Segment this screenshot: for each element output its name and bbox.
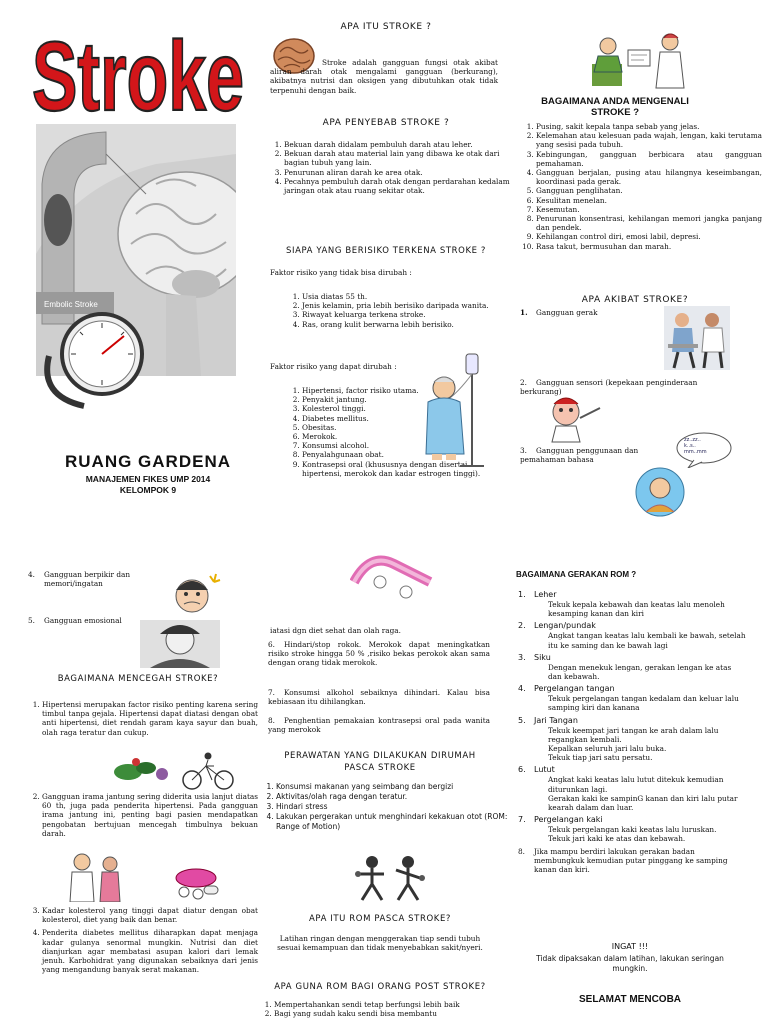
closing-text: SELAMAT MENCOBA (578, 994, 682, 1005)
embolic-stroke-label: Embolic Stroke (44, 300, 98, 309)
col1b-item-text: Gangguan emosional (44, 616, 122, 625)
mencegah-heading: BAGAIMANA MENCEGAH STROKE? (57, 674, 219, 684)
apa-itu-heading: APA ITU STROKE ? (340, 22, 432, 32)
penyebab-list (266, 140, 516, 195)
mod-risk-item: 2. Penyakit jantung. (302, 395, 492, 404)
col2b-item-text: Penghentian pemakaian kontrasepsi oral pada wanita yang merokok (268, 716, 490, 735)
fixed-risk-item: 4. Ras, orang kulit berwarna lebih berisiko. (302, 320, 502, 329)
gait-walker-illustration (664, 306, 730, 370)
apa-itu-text: Stroke adalah gangguan fungsi otak akibat aliran darah otak mengalami gangguan (berkurang), akibatnya nutrisi dan oksigen yang dibutuhkan otak tidak terpenuhi dengan baik. (270, 58, 498, 95)
mencegah-list-c (24, 906, 258, 974)
akibat-item-3: 3. Gangguan penggunaan dan pemahaman bahasa (520, 446, 639, 465)
ingat-title: INGAT !!! (611, 942, 649, 951)
thinking-person-illustration (164, 572, 222, 620)
person-confused-illustration (632, 466, 690, 522)
doctor-checkup-illustration (66, 852, 126, 902)
mengenali-item: 8. Penurunan konsentrasi, kehilangan memori jangka panjang dan pendek. (536, 214, 762, 232)
mod-risk-item: 9. Kontrasepsi oral (khususnya dengan disertai hipertensi, merokok dan kadar estrogen tinggi). (302, 460, 482, 478)
akibat-item-1: 1. Gangguan gerak (520, 308, 598, 317)
mod-risk-item: 5. Obesitas. (302, 423, 492, 432)
penyebab-heading: APA PENYEBAB STROKE ? (322, 118, 450, 128)
col2b-num: 8. (268, 716, 275, 725)
perawatan-item: 1. Konsumsi makanan yang seimbang dan bergizi (276, 782, 512, 792)
penyebab-item: 4. Pecahnya pembuluh darah otak dengan perdarahan kedalam jaringan otak atau ruang sekitar otak. (284, 177, 516, 195)
perawatan-heading: PERAWATAN YANG DILAKUKAN DIRUMAH PASCA STROKE (284, 751, 476, 773)
mencegah-item: 3. Kadar kolesterol yang tinggi dapat diatur dengan obat kolesterol, diet yang baik dan benar. (42, 906, 258, 924)
fixed-risk-item: 3. Riwayat keluarga terkena stroke. (302, 310, 502, 319)
mod-risk-item: 1. Hipertensi, factor risiko utama. (302, 386, 492, 395)
perawatan-list (262, 782, 512, 832)
mod-risk-item: 4. Diabetes mellitus. (302, 414, 492, 423)
gerakan-item: 6. Lutut Angkat kaki keatas lalu lutut ditekuk kemudian diturunkan lagi. Gerakan kaki ke sampinG kanan dan kiri lalu putar kearah dalam dan luar. (518, 765, 738, 813)
cyclist-illustration (182, 752, 234, 790)
mengenali-item: 7. Kesemutan. (536, 205, 762, 214)
ingat-text: Tidak dipaksakan dalam latihan, lakukan seringan mungkin. (536, 954, 724, 973)
mengenali-heading: BAGAIMANA ANDA MENGENALI STROKE ? (541, 96, 689, 118)
fixed-risk-item: 1. Usia diatas 55 th. (302, 292, 502, 301)
akibat-num: 1. (520, 308, 528, 317)
org-name: RUANG GARDENA (65, 452, 231, 471)
gerakan-item: 4. Pergelangan tangan Tekuk pergelangan tangan kedalam dan keluar lalu samping kiri dan kanana (518, 684, 739, 713)
akibat-item-2: 2. Gangguan sensori (kepekaan penginderaan berkurang) (520, 378, 698, 397)
akibat-heading: APA AKIBAT STROKE? (581, 295, 689, 305)
mengenali-item: 1. Pusing, sakit kepala tanpa sebab yang jelas. (536, 122, 762, 131)
vegetables-illustration (112, 752, 176, 788)
mencegah-item: 2. Gangguan irama jantung sering diderita usia lanjut diatas 60 th, juga pada penderita hipertensi. Pada gangguan irama jantung ini, penting bagi pasien mendapatkan pengobatan bertujuan mencegah timbulnya bekuan darah. (42, 792, 258, 838)
sensory-disorder-illustration (540, 394, 604, 444)
gerakan-list (518, 590, 746, 874)
sphygmomanometer-icon (44, 306, 154, 416)
rom-heading: APA ITU ROM PASCA STROKE? (308, 914, 452, 924)
col2b-num: 6. (268, 640, 275, 649)
emotional-person-illustration (140, 620, 220, 668)
gerakan-item-8: 8. Jika mampu berdiri lakukan gerakan badan membungkuk kemudian putar pinggang ke samping kanan dan kiri. (518, 846, 728, 875)
col1b-item-text: Gangguan berpikir dan memori/ingatan (44, 570, 131, 589)
cover-title: Stroke (32, 21, 244, 124)
col2b-item-6 (268, 640, 490, 668)
perawatan-item: 2. Aktivitas/olah raga dengan teratur. (276, 792, 512, 802)
col2b-item-text: Hindari/stop rokok. Merokok dapat meningkatkan risiko stroke hingga 50 % ,risiko bekas perokok akan sama dengan orang tidak merokok. (268, 640, 490, 668)
org-line2: KELOMPOK 9 (119, 485, 177, 495)
perawatan-item: 4. Lakukan pergerakan untuk menghindari kekakuan otot (ROM: Range of Motion) (276, 812, 512, 832)
fixed-risk-item: 2. Jenis kelamin, pria lebih berisiko daripada wanita. (302, 301, 502, 310)
mencegah-list-b (24, 792, 258, 838)
org-line1: MANAJEMEN FIKES UMP 2014 (85, 474, 211, 484)
mod-risk-item: 7. Konsumsi alcohol. (302, 441, 492, 450)
pills-illustration (172, 860, 220, 900)
mengenali-item: 9. Kehilangan control diri, emosi labil, depresi. (536, 232, 762, 241)
col1b-item-5 (28, 616, 158, 625)
mod-risk-item: 3. Kolesterol tinggi. (302, 404, 492, 413)
col1b-num: 4. (28, 570, 35, 579)
guna-item: 2. Bagi yang sudah kaku sendi bisa membantu (274, 1009, 510, 1018)
mod-risk-item: 6. Merokok. (302, 432, 492, 441)
gerakan-item: 1. Leher Tekuk kepala kebawah dan keatas lalu menoleh kesamping kanan dan kiri (518, 590, 725, 619)
guna-item: 1. Mempertahankan sendi tetap berfungsi lebih baik (274, 1000, 510, 1009)
col2b-num: 7. (268, 688, 275, 697)
penyebab-item: 1. Bekuan darah didalam pembuluh darah atau leher. (284, 140, 516, 149)
guna-list (260, 1000, 510, 1018)
speech-bubble-text: zz..zz.. k..s.. mm..mm (684, 437, 707, 455)
akibat-num: 2. (520, 378, 527, 387)
mencegah-list-a (24, 700, 258, 737)
elderly-patient-iv-illustration (420, 350, 490, 470)
mod-risk-label: Faktor risiko yang dapat dirubah : (270, 362, 397, 371)
penyebab-item: 2. Bekuan darah atau material lain yang dibawa ke otak dari bagian tubuh yang lain. (284, 149, 516, 167)
mencegah-item: 4. Penderita diabetes mellitus diharapkan dapat menjaga kadar gulanya senormal mungkin. Nutrisi dan diet dianjurkan agar membatasi asupan kalori dari lemak jenuh. Karbohidrat yang digunakan sebaiknya dari jenis yang mengandung banyak serat makanan. (42, 928, 258, 974)
mengenali-item: 6. Kesulitan menelan. (536, 196, 762, 205)
mengenali-list (518, 122, 762, 251)
mengenali-item: 2. Kelemahan atau kelesuan pada wajah, lengan, kaki terutama yang sesisi pada tubuh. (536, 131, 762, 149)
berisiko-heading: SIAPA YANG BERISIKO TERKENA STROKE ? (285, 246, 487, 256)
akibat-num: 3. (520, 446, 527, 455)
gerakan-item: 3. Siku Dengan menekuk lengan, gerakan lengan ke atas dan kebawah. (518, 652, 732, 682)
mengenali-item: 3. Kebingungan, gangguan berbicara atau gangguan pemahaman. (536, 150, 762, 168)
gerakan-item: 2. Lengan/pundak Angkat tangan keatas lalu kembali ke bawah, setelah itu ke saming dan ke bawah lagi (518, 621, 746, 650)
mod-risk-item: 8. Penyalahgunaan obat. (302, 450, 492, 459)
mengenali-item: 4. Gangguan berjalan, pusing atau hilangnya keseimbangan, koordinasi pada gerak. (536, 168, 762, 186)
gerakan-item: 7. Pergelangan kaki Tekuk pergelangan kaki keatas lalu luruskan. Tekuk jari kaki ke atas dan kebawah. (518, 815, 717, 844)
cover-panel (28, 14, 248, 471)
fixed-risk-label: Faktor risiko yang tidak bisa dirubah : (270, 268, 412, 277)
guna-heading: APA GUNA ROM BAGI ORANG POST STROKE? (274, 982, 486, 992)
fixed-risk-list (284, 292, 502, 329)
gerakan-heading: BAGAIMANA GERAKAN ROM ? (516, 570, 637, 579)
penyebab-item: 3. Penurunan aliran darah ke area otak. (284, 168, 516, 177)
mencegah-item: 1. Hipertensi merupakan factor risiko penting karena sering timbul tanpa gejala. Hipertensi dapat diatasi dengan obat anti hipertensi, diet rendah garam kaya sayur dan buah, olah raga teratur dan cukup. (42, 700, 258, 737)
col2b-item-8 (268, 716, 490, 734)
mengenali-item: 5. Gangguan penglihatan. (536, 186, 762, 195)
gerakan-item: 5. Jari Tangan Tekuk keempat jari tangan ke arah dalam lalu regangkan kembali. Kepalkan seluruh jari lalu buka. Tekuk tiap jari satu persatu. (518, 715, 719, 763)
col2b-item-7 (268, 688, 490, 706)
perawatan-item: 3. Hindari stress (276, 802, 512, 812)
exercise-people-illustration (352, 854, 432, 902)
middle-top-panel (266, 22, 496, 32)
rom-text: Latihan ringan dengan menggerakan tiap sendi tubuh sesuai kemampuan dan tidak menyebabkan sakit/nyeri. (277, 934, 483, 953)
cover-title-art (28, 14, 248, 124)
blood-vessel-illustration (350, 552, 434, 612)
col2b-top-text: iatasi dgn diet sehat dan olah raga. (270, 626, 401, 635)
col1b-item-4 (28, 570, 158, 588)
doctor-patient-illustration (584, 30, 694, 92)
col2b-item-text: Konsumsi alkohol sebaiknya dihindari. Kalau bisa kebiasaan itu dihilangkan. (268, 688, 490, 707)
mengenali-item: 10. Rasa takut, bermusuhan dan marah. (536, 242, 762, 251)
col1b-num: 5. (28, 616, 35, 625)
